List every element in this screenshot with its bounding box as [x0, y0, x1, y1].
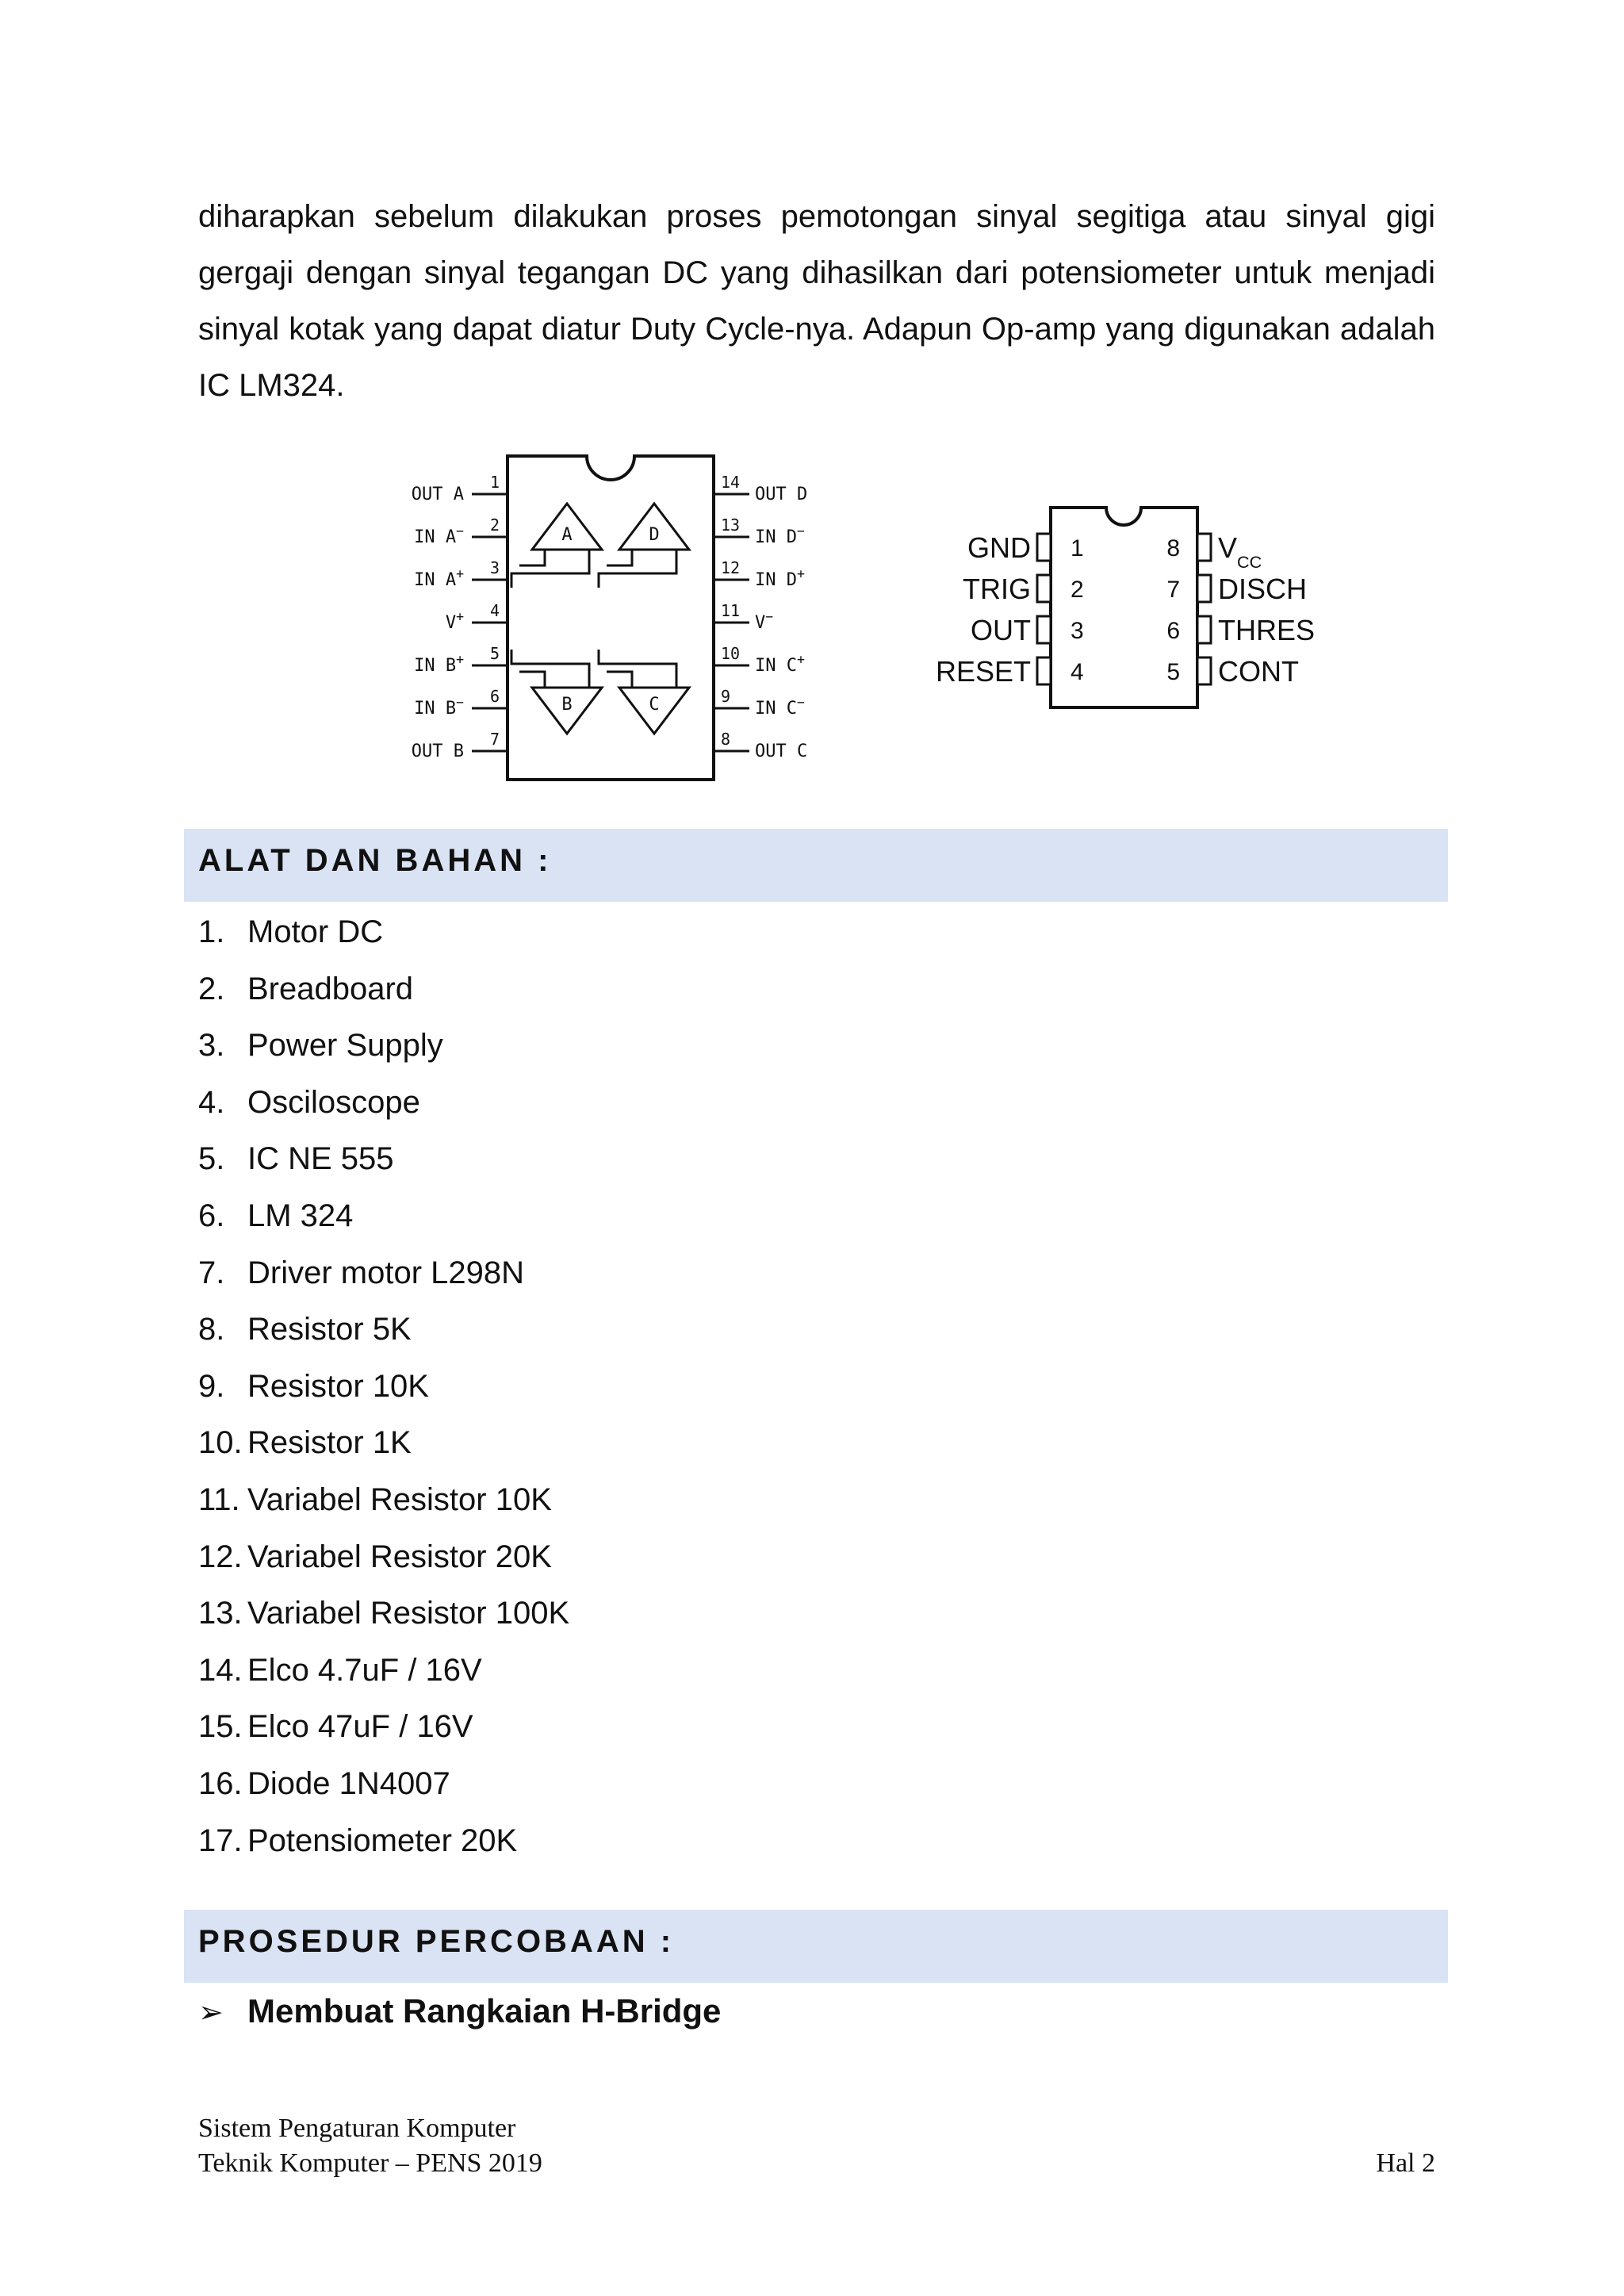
- ne555-pin-number: 4: [1071, 659, 1084, 685]
- ne555-body: [1051, 508, 1197, 707]
- list-item-number: 14.: [198, 1652, 243, 1688]
- lm324-pinout-diagram: [400, 448, 813, 789]
- lm324-pin-label: V+: [445, 608, 464, 633]
- lm324-pin-number: 5: [489, 644, 500, 663]
- opamp-label: C: [649, 695, 660, 715]
- list-item: [198, 1075, 569, 1132]
- list-item-text: Potensiometer 20K: [247, 1823, 518, 1858]
- list-item: [198, 1188, 569, 1245]
- lm324-pin-number: 10: [721, 644, 741, 663]
- lm324-pin-number: 2: [489, 516, 500, 535]
- lm324-pin-label: IN D+: [755, 565, 805, 590]
- opamp-symbol: [599, 650, 689, 734]
- ne555-pin-label: THRES: [1218, 614, 1316, 646]
- lm324-pin-number: 3: [489, 558, 500, 577]
- lm324-pin-number: 1: [489, 473, 500, 492]
- alat-bahan-list: [198, 904, 569, 1869]
- list-item-text: Resistor 5K: [247, 1312, 412, 1347]
- lm324-pin-label: IN C−: [755, 694, 805, 719]
- list-item-number: 16.: [198, 1765, 243, 1801]
- ne555-pin-number: 5: [1166, 659, 1180, 685]
- list-item-text: Resistor 10K: [247, 1368, 429, 1404]
- opamp-label: A: [561, 525, 573, 545]
- opamp-label: D: [649, 525, 660, 545]
- list-item-number: 1.: [198, 914, 225, 949]
- list-item-text: Breadboard: [247, 971, 414, 1006]
- list-item-number: 13.: [198, 1596, 243, 1631]
- lm324-pin-label: OUT B: [411, 742, 464, 761]
- list-item-text: Driver motor L298N: [247, 1255, 525, 1290]
- ne555-pin-number: 1: [1071, 535, 1084, 562]
- footer-page-number: Hal 2: [1376, 2148, 1435, 2178]
- list-item-text: Variabel Resistor 20K: [247, 1539, 552, 1574]
- opamp-symbol: [511, 504, 602, 588]
- ne555-pin-number: 6: [1166, 618, 1180, 644]
- list-item: [198, 1642, 569, 1700]
- ne555-pin: [1197, 616, 1211, 643]
- list-item-text: IC NE 555: [247, 1141, 394, 1177]
- prosedur-heading-text: Membuat Rangkaian H-Bridge: [247, 1992, 722, 2030]
- lm324-pin-number: 6: [489, 687, 500, 706]
- list-item: [198, 1018, 569, 1075]
- lm324-pin-label: IN D−: [755, 523, 805, 547]
- ne555-pin: [1037, 616, 1051, 643]
- lm324-pin-label: V−: [755, 608, 774, 633]
- list-item-text: Variabel Resistor 100K: [247, 1596, 570, 1631]
- list-item-text: Variabel Resistor 10K: [247, 1481, 552, 1517]
- list-item: [198, 1756, 569, 1813]
- lm324-pin-label: IN B+: [414, 651, 464, 676]
- lm324-pin-label: IN B−: [414, 694, 464, 719]
- ne555-pin-number: 8: [1166, 535, 1180, 562]
- list-item: [198, 1472, 569, 1529]
- list-item: [198, 1245, 569, 1302]
- ne555-pin-label: GND: [967, 531, 1031, 564]
- ne555-pin-label: OUT: [971, 614, 1031, 646]
- ne555-pin-label: $V_{CC}$: [1218, 531, 1262, 572]
- lm324-pin-number: 11: [721, 601, 741, 620]
- ne555-pin: [1197, 575, 1211, 602]
- section-title-alat: ALAT DAN BAHAN :: [198, 843, 552, 878]
- lm324-pin-number: 9: [721, 687, 731, 706]
- lm324-pin-label: OUT D: [755, 485, 808, 504]
- footer-department: Teknik Komputer – PENS 2019: [198, 2148, 542, 2178]
- list-item: [198, 961, 569, 1018]
- list-item-text: Elco 47uF / 16V: [247, 1709, 473, 1745]
- intro-paragraph: diharapkan sebelum dilakukan proses pemotongan sinyal segitiga atau sinyal gigi gergaji dengan sinyal tegangan DC yang dihasilkan dari potensiometer untuk menjadi sinyal kotak yang dapat diatur Duty Cycle-nya. Adapun Op-amp yang digunakan adalah IC LM324.: [198, 199, 1435, 403]
- lm324-pin-number: 12: [721, 558, 741, 577]
- list-item-number: 9.: [198, 1368, 225, 1404]
- list-item-number: 15.: [198, 1709, 243, 1745]
- list-item-number: 10.: [198, 1425, 243, 1461]
- list-item: [198, 1415, 569, 1472]
- list-item: [198, 1359, 569, 1416]
- ne555-pin: [1197, 534, 1211, 561]
- lm324-body: [508, 456, 714, 780]
- opamp-symbol: [511, 650, 602, 734]
- ne555-pin-number: 7: [1166, 577, 1180, 603]
- section-title-prosedur: PROSEDUR PERCOBAAN :: [198, 1924, 675, 1959]
- ne555-pin-label: DISCH: [1218, 573, 1308, 605]
- ne555-pin: [1037, 657, 1051, 684]
- list-item-number: 3.: [198, 1028, 225, 1064]
- lm324-pin-number: 8: [721, 730, 731, 749]
- lm324-pin-number: 13: [721, 516, 741, 535]
- lm324-pin-number: 7: [489, 730, 500, 749]
- list-item: [198, 1699, 569, 1756]
- opamp-label: B: [561, 695, 573, 715]
- ne555-pin-label: TRIG: [963, 573, 1031, 605]
- ne555-pin-label: RESET: [935, 655, 1031, 688]
- list-item-number: 2.: [198, 971, 225, 1006]
- ne555-pin: [1037, 575, 1051, 602]
- list-item: [198, 1529, 569, 1586]
- ne555-pinout-diagram: [928, 500, 1340, 722]
- lm324-pin-number: 14: [721, 473, 741, 492]
- list-item-number: 8.: [198, 1312, 225, 1347]
- ne555-pin-number: 3: [1071, 618, 1084, 644]
- section-prosedur-percobaan: [184, 1910, 1448, 1983]
- list-item-number: 12.: [198, 1539, 243, 1574]
- lm324-pin-label: IN C+: [755, 651, 805, 676]
- list-item-text: Osciloscope: [247, 1084, 420, 1120]
- lm324-pin-label: OUT C: [755, 742, 808, 761]
- ne555-pin-number: 2: [1071, 577, 1084, 603]
- prosedur-subheading: [198, 1983, 721, 2041]
- opamp-symbol: [599, 504, 689, 588]
- list-item-text: Power Supply: [247, 1028, 443, 1064]
- list-item-text: Motor DC: [247, 914, 384, 949]
- footer-left: [198, 2111, 542, 2181]
- list-item-number: 4.: [198, 1084, 225, 1120]
- ne555-pin-label: CONT: [1218, 655, 1299, 688]
- list-item-number: 7.: [198, 1255, 225, 1290]
- list-item: [198, 1301, 569, 1359]
- lm324-pin-label: IN A+: [414, 565, 464, 590]
- ne555-pin: [1037, 534, 1051, 561]
- ne555-pin: [1197, 657, 1211, 684]
- list-item-text: LM 324: [247, 1198, 354, 1233]
- section-alat-dan-bahan: [184, 829, 1448, 902]
- list-item-number: 6.: [198, 1198, 225, 1233]
- list-item: [198, 1131, 569, 1188]
- list-item-number: 5.: [198, 1141, 225, 1177]
- list-item: [198, 1585, 569, 1642]
- list-item-text: Resistor 1K: [247, 1425, 412, 1461]
- list-item-number: 17.: [198, 1823, 243, 1858]
- list-item-text: Elco 4.7uF / 16V: [247, 1652, 482, 1688]
- list-item-text: Diode 1N4007: [247, 1765, 450, 1801]
- footer-course: Sistem Pengaturan Komputer: [198, 2114, 516, 2143]
- lm324-pin-label: IN A−: [414, 523, 464, 547]
- arrow-bullet-icon: ➢: [198, 1996, 224, 2030]
- list-item: [198, 904, 569, 961]
- lm324-pin-label: OUT A: [411, 485, 464, 504]
- list-item-number: 11.: [198, 1481, 240, 1517]
- lm324-pin-number: 4: [489, 601, 500, 620]
- list-item: [198, 1813, 569, 1870]
